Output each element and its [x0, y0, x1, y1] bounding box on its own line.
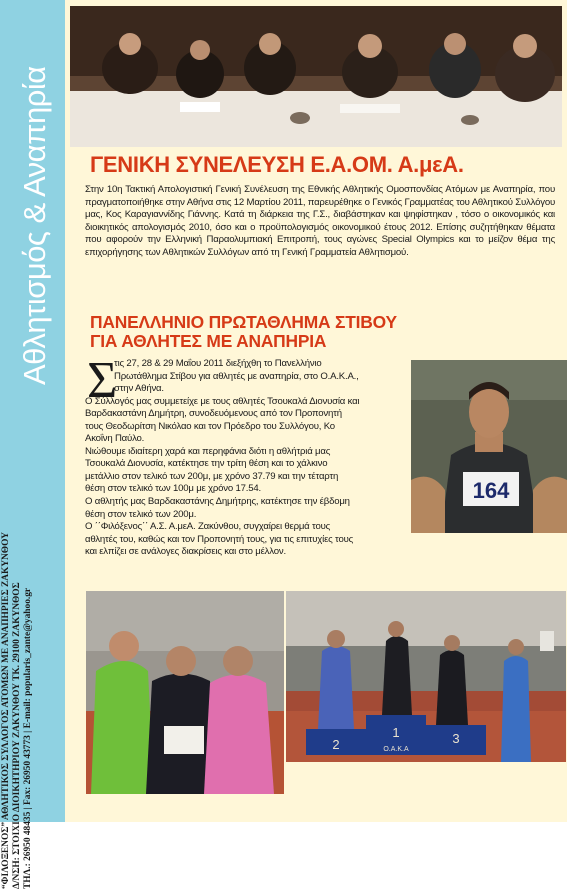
athlete-photo-art — [411, 360, 567, 533]
drop-cap: Σ — [87, 352, 118, 409]
podium-3: 3 — [452, 731, 460, 746]
section-title: Αθλητισμός & Αναπηρία — [17, 66, 52, 385]
assembly-photo — [70, 6, 562, 147]
club-phone-email: ΤΗΛ.: 26950 48435 | Fax: 26950 43773 | E-mail: popularis_zante@yahoo.gr — [23, 587, 33, 889]
body-line: Ο αθλητής μας Βαρδακαστάνης Δημήτρης, κατέκτησε την έβδομη — [85, 496, 350, 508]
body-line: τους Θεοδωρίτση Νικόλαο και τον Πρόεδρο του Συλλόγου, Κο — [85, 420, 335, 432]
group-photo-art — [86, 591, 284, 794]
body-line: μετάλλιο στον τελικό των 200μ, με χρόνο 37.79 και την τέταρτη — [85, 470, 339, 482]
club-address: Δ/ΝΣΗ: ΣΤΟΙΧΙΟ ΔΙΟΙΚΗΤΗΡΙΟΥ ΖΑΚΥΝΘΟΥ ΤΚ. 29100 ΖΑΚΥΝΘΟΣ — [12, 582, 22, 889]
heading-line-1: ΠΑΝΕΛΛΗΝΙΟ ΠΡΩΤΑΘΛΗΜΑ ΣΤΙΒΟΥ — [90, 312, 397, 332]
podium-photo — [286, 591, 566, 762]
athlete-photo — [411, 360, 567, 533]
article-heading-championship — [90, 313, 420, 351]
body-line: Ο Σύλλογός μας συμμετείχε με τους αθλητές Τσουκαλά Διονυσία και — [85, 395, 360, 407]
podium-1: 1 — [392, 725, 400, 740]
podium-photo-art — [286, 591, 566, 762]
club-name: “ΦΙΛΟΞΕΝΟΣ” ΑΘΛΗΤΙΚΟΣ ΣΥΛΛΟΓΟΣ ΑΤΟΜΩΝ ΜΕ ΑΝΑΠΗΡΙΕΣ ΖΑΚΥΝΘΟΥ — [1, 532, 11, 889]
body-line: Νιώθουμε ιδιαίτερη χαρά και περηφάνια διότι η αθλήτριά μας — [85, 445, 331, 457]
article-body-assembly: Στην 10η Τακτική Απολογιστική Γενική Συνέλευση της Εθνικής Αθλητικής Ομοσπονδίας Ατόμων με Αναπηρία, που πραγματοποιήθηκε στην Αθήνα στις 12 Μαρτίου 2011, παρευρέθηκε ο Γενικός Γραμματέας του Αθλητικού Συλλόγου μας, Κος Καραγιαννίδης Γιάννης. Κατά τη διάρκεια της Γ.Σ., διαβάστηκαν και ψηφίστηκαν , τόσο ο οικονομικός και διοικητικός απολογισμός 2010, όσο και ο προϋπολογισμός οικονομικού έτους 2012. Επίσης συζητήθηκαν θέματα που αφορούν την Ελληνική Παραολυμπιακή Επιτροπή, τους αγώνες Special Olympics και το μείζον θέμα της επιχορήγησης των Αθλητικών Συλλόγων από τη Γενική Γραμματεία Αθλητισμού. — [85, 184, 555, 258]
group-photo — [86, 591, 284, 794]
main-content — [65, 0, 567, 822]
body-line: αθλητές του, καθώς και τον Προπονητή τους, για τις επιτυχίες τους — [85, 533, 354, 545]
assembly-photo-art — [70, 6, 562, 147]
body-line: θέση στον τελικό των 200μ. — [85, 508, 197, 520]
podium-2: 2 — [332, 737, 340, 752]
race-bib-number: 164 — [472, 478, 510, 503]
body-line: Πρωτάθλημα Στίβου για αθλητές με αναπηρία, στο Ο.Α.Κ.Α., — [114, 370, 359, 382]
club-contact-info — [1, 489, 63, 889]
body-line: στην Αθήνα. — [114, 383, 164, 395]
body-line: Ακοΐνη Παύλο. — [85, 433, 145, 445]
body-line: θέση στον τελικό των 100μ με χρόνο 17.54. — [85, 483, 261, 495]
article-heading-assembly: ΓΕΝΙΚΗ ΣΥΝΕΛΕΥΣΗ Ε.Α.ΟΜ. Α.μεΑ. — [90, 152, 464, 177]
podium-brand: O.A.K.A — [383, 746, 409, 753]
body-line: τις 27, 28 & 29 Μαΐου 2011 διεξήχθη το Πανελλήνιο — [114, 358, 322, 369]
body-line: Βαρδακαστάνη Δημήτρη, συνοδευόμενους από τον Προπονητή — [85, 408, 342, 420]
heading-line-2: ΓΙΑ ΑΘΛΗΤΕΣ ΜΕ ΑΝΑΠΗΡΙΑ — [90, 331, 327, 351]
body-line: και ελπίζει σε ανάλογες διακρίσεις και στο μέλλον. — [85, 546, 286, 558]
sidebar — [0, 0, 65, 889]
body-line: Τσουκαλά Διονυσία, κατέκτησε την τρίτη θέση και το χάλκινο — [85, 458, 328, 470]
article-body-championship — [85, 352, 407, 559]
body-line: Ο ΄΄Φιλόξενος΄΄ Α.Σ. Α.μεΑ. Ζακύνθου, συγχαίρει θερμά τους — [85, 521, 331, 533]
